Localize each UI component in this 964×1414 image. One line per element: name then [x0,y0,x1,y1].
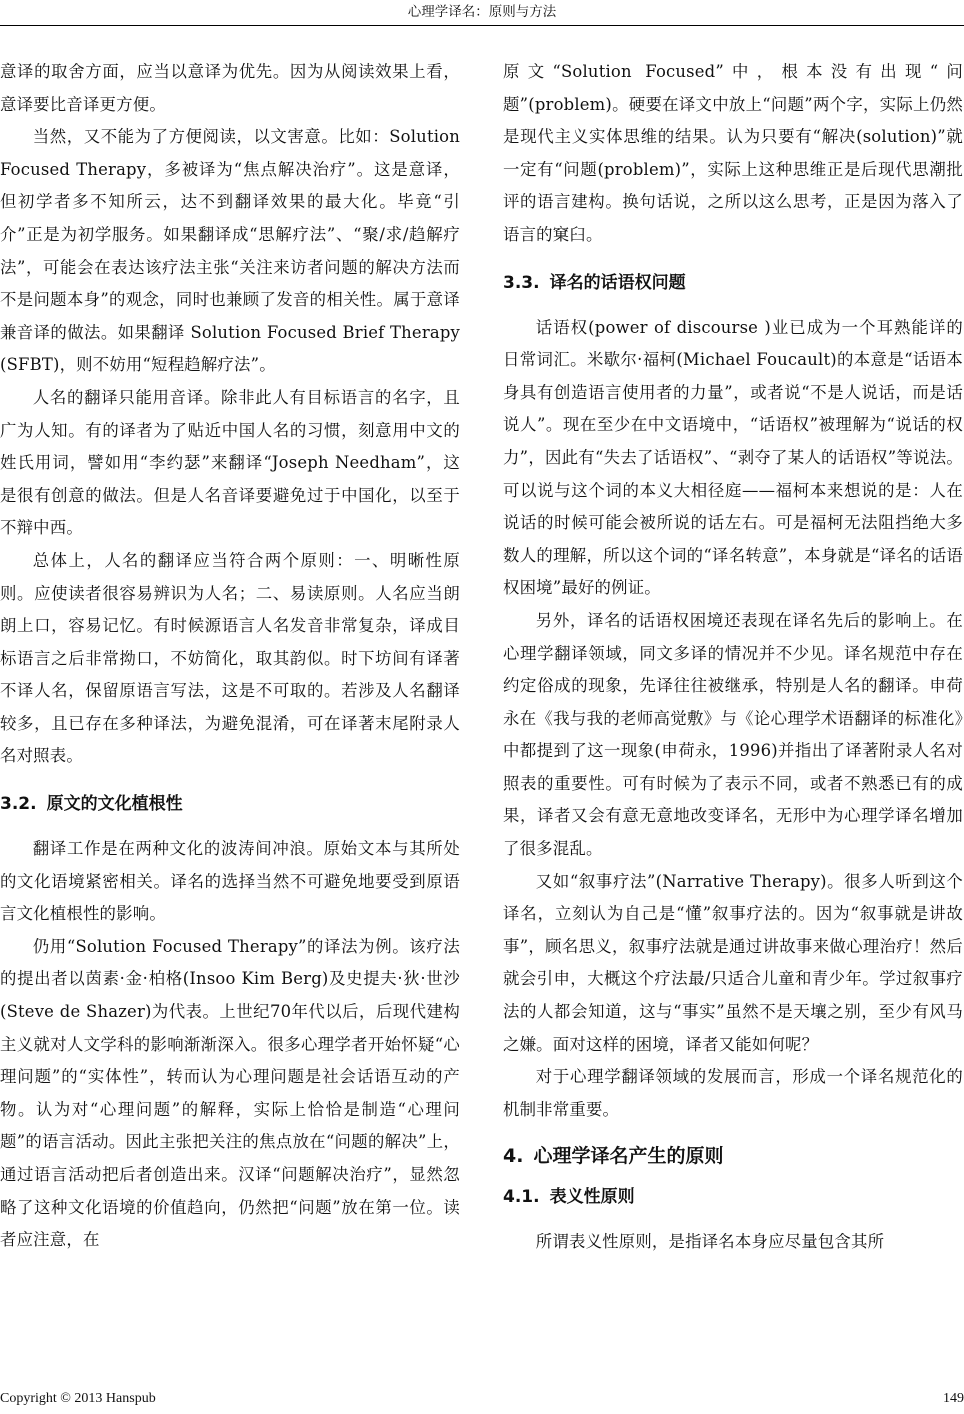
section-number: 4.1. [503,1187,540,1208]
paragraph: 原文“Solution Focused”中，根本没有出现“问题”(problem)。硬要在译文中放上“问题”两个字，实际上仍然是现代主义实体思维的结果。认为只要有“解决(solution)”就一定有“问题(problem)”，实际上这种思维正是后现代思潮批评的语言建构。换句话说，之所以这么思考，正是因为落入了语言的窠臼。 [503,62,963,244]
section-heading-4 [503,1142,963,1170]
paragraph: 总体上，人名的翻译应当符合两个原则：一、明晰性原则。应使读者很容易辨识为人名；二、易读原则。人名应当朗朗上口，容易记忆。有时候源语言人名发音非常复杂，译成目标语言之后非常拗口，不妨简化，取其韵似。时下坊间有译著不译人名，保留原语言写法，这是不可取的。若涉及人名翻译较多，且已存在多种译法，为避免混淆，可在译著末尾附录人名对照表。 [0,550,460,766]
paragraph: 翻译工作是在两种文化的波涛间冲浪。原始文本与其所处的文化语境紧密相关。译名的选择当然不可避免地要受到原语言文化植根性的影响。 [0,839,460,924]
journal-title: 心理学译名：原则与方法 [407,4,557,20]
section-title: 译名的话语权问题 [549,272,686,293]
section-heading-3-3 [503,270,963,296]
paragraph: 话语权(power of discourse )业已成为一个耳熟能详的日常词汇。米歇尔·福柯(Michael Foucault)的本意是“话语本身具有创造语言使用者的力量”，或者说“不是人说话，而是话说人”。现在至少在中文语境中，“话语权”被理解为“说话的权力”，因此有“失去了话语权”、“剥夺了某人的话语权”等说法。可以说与这个词的本义大相径庭——福柯本来想说的是：人在说话的时候可能会被所说的话左右。可是福柯无法阻挡绝大多数人的理解，所以这个词的“译名转意”，本身就是“译名的话语权困境”最好的例证。 [503,317,963,598]
paragraph: 当然，又不能为了方便阅读，以文害意。比如：Solution Focused Therapy，多被译为“焦点解决治疗”。这是意译，但初学者多不知所云，达不到翻译效果的最大化。毕竟“引介”正是为初学服务。如果翻译成“思解疗法”、“聚/求/趋解疗法”，可能会在表达该疗法主张“关注来访者问题的解决方法而不是问题本身”的观念，同时也兼顾了发音的相关性。属于意译兼音译的做法。如果翻译 Solution Focused Brief Therapy (SFBT)，则不妨用“短程趋解疗法”。 [0,127,460,375]
paragraph: 又如“叙事疗法”(Narrative Therapy)。很多人听到这个译名，立刻认为自己是“懂”叙事疗法的。因为“叙事就是讲故事”，顾名思义，叙事疗法就是通过讲故事来做心理治疗！然后就会引申，大概这个疗法最/只适合儿童和青少年。学过叙事疗法的人都会知道，这与“事实”虽然不是天壤之别，至少有风马之嫌。面对这样的困境，译者又能如何呢？ [503,871,963,1054]
section-number: 3.2. [0,794,37,815]
section-heading-3-2 [0,791,460,817]
section-title: 心理学译名产生的原则 [533,1145,724,1168]
left-column [0,56,460,1257]
section-title: 表义性原则 [549,1187,635,1208]
section-number: 4. [503,1145,524,1168]
header-rule [0,25,964,26]
paragraph: 对于心理学翻译领域的发展而言，形成一个译名规范化的机制非常重要。 [503,1067,963,1119]
section-number: 3.3. [503,272,540,293]
section-heading-4-1 [503,1184,963,1210]
paragraph: 意译的取舍方面，应当以意译为优先。因为从阅读效果上看，意译要比音译更方便。 [0,62,460,114]
paragraph: 所谓表义性原则，是指译名本身应尽量包含其所 [535,1232,885,1252]
page-number: 149 [943,1391,964,1406]
copyright-notice: Copyright © 2013 Hanspub [0,1391,156,1406]
page-footer [0,1388,964,1412]
running-header [0,0,964,26]
paragraph: 另外，译名的话语权困境还表现在译名先后的影响上。在心理学翻译领域，同文多译的情况并不少见。译名规范中存在约定俗成的现象，先译往往被继承，特别是人名的翻译。申荷永在《我与我的老师高觉敷》与《论心理学术语翻译的标准化》中都提到了这一现象(申荷永，1996)并指出了译著附录人名对照表的重要性。可有时候为了表示不同，或者不熟悉已有的成果，译者又会有意无意地改变译名，无形中为心理学译名增加了很多混乱。 [503,610,963,859]
right-column [503,56,963,1259]
section-title: 原文的文化植根性 [46,794,183,815]
paragraph: 仍用“Solution Focused Therapy”的译法为例。该疗法的提出者以茵素·金·柏格(Insoo Kim Berg)及史提夫·狄·世沙(Steve de Shazer)为代表。上世纪70年代以后，后现代建构主义就对人文学科的影响渐渐深入。很多心理学者开始怀疑“心理问题”的“实体性”，转而认为心理问题是社会话语互动的产物。认为对“心理问题”的解释，实际上恰恰是制造“心理问题”的语言活动。因此主张把关注的焦点放在“问题的解决”上，通过语言活动把后者创造出来。汉译“问题解决治疗”，显然忽略了这种文化语境的价值趋向，仍然把“问题”放在第一位。读者应注意，在 [0,936,460,1250]
paragraph: 人名的翻译只能用音译。除非此人有目标语言的名字，且广为人知。有的译者为了贴近中国人名的习惯，刻意用中文的姓氏用词，譬如用“李约瑟”来翻译“Joseph Needham”，这是很有创意的做法。但是人名音译要避免过于中国化，以至于不辩中西。 [0,387,460,538]
